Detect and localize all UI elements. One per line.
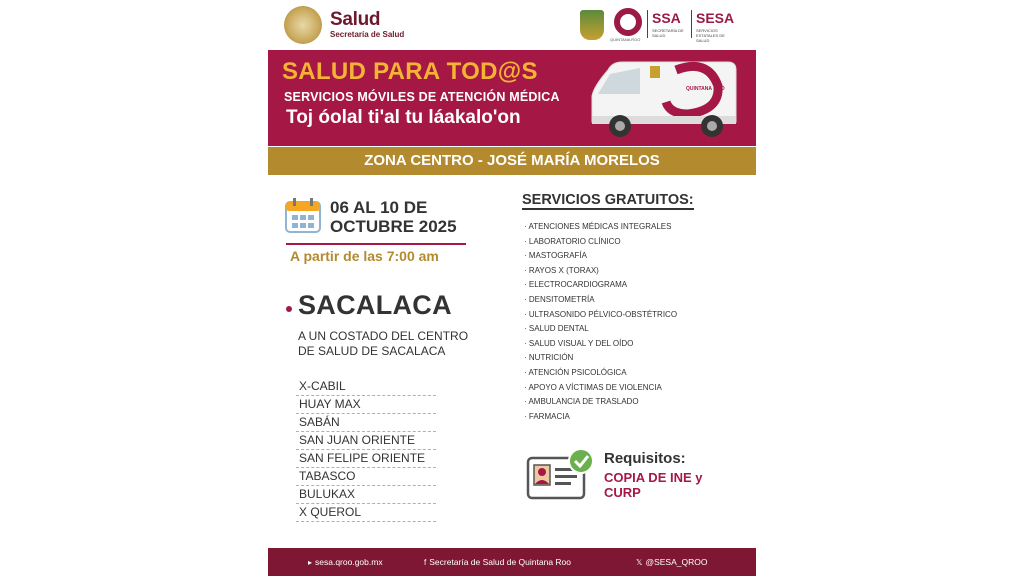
list-item: TABASCO [296, 468, 436, 486]
banner [268, 50, 756, 146]
banner-maya-phrase: Toj óolal ti'al tu láakalo'on [286, 107, 521, 128]
list-item: HUAY MAX [296, 396, 436, 414]
list-item: · ATENCIONES MÉDICAS INTEGRALES [524, 220, 677, 235]
list-item: X-CABIL [296, 378, 436, 396]
requirements-text: COPIA DE INE y CURP [604, 470, 703, 500]
website-text: sesa.qroo.gob.mx [315, 557, 383, 567]
list-item: X QUEROL [296, 504, 436, 522]
q-logo-subtitle: QUINTANA ROO [610, 37, 641, 42]
list-item: · SALUD VISUAL Y DEL OÍDO [524, 337, 677, 352]
sesa-logo: SESA [696, 10, 735, 26]
footer [268, 548, 756, 576]
calendar-icon [284, 196, 322, 234]
list-item: · RAYOS X (TORAX) [524, 264, 677, 279]
footer-website[interactable] [308, 557, 383, 567]
x-handle-text: @SESA_QROO [645, 557, 708, 567]
list-item: · MASTOGRAFÍA [524, 249, 677, 264]
requirements-title: Requisitos: [604, 450, 686, 467]
facebook-text: Secretaría de Salud de Quintana Roo [429, 557, 571, 567]
x-icon: 𝕏 [636, 558, 643, 567]
date-divider [286, 243, 466, 245]
list-item: · FARMACIA [524, 410, 677, 425]
list-item: SAN FELIPE ORIENTE [296, 450, 436, 468]
footer-facebook[interactable] [424, 557, 571, 567]
zone-bar: ZONA CENTRO - JOSÉ MARÍA MORELOS [268, 147, 756, 175]
banner-subtitle: SERVICIOS MÓVILES DE ATENCIÓN MÉDICA [284, 90, 560, 104]
list-item: · ATENCIÓN PSICOLÓGICA [524, 366, 677, 381]
ssa-subtitle: SECRETARÍA DE SALUD [652, 28, 684, 38]
header [268, 0, 756, 48]
list-item: SABÁN [296, 414, 436, 432]
location-description: A UN COSTADO DEL CENTRO DE SALUD DE SACALACA [298, 329, 469, 358]
pointer-icon: ▸ [308, 558, 313, 567]
mobile-clinic-van-icon [588, 56, 738, 142]
national-seal-icon [284, 6, 322, 44]
q-logo-icon [614, 8, 642, 36]
list-item: · DENSITOMETRÍA [524, 293, 677, 308]
services-list [524, 220, 677, 424]
date-line2: OCTUBRE 2025 [330, 217, 457, 236]
id-card-check-icon [526, 448, 596, 502]
facebook-icon: f [424, 558, 427, 567]
list-item: · SALUD DENTAL [524, 322, 677, 337]
list-item: · AMBULANCIA DE TRASLADO [524, 395, 677, 410]
poster [268, 0, 756, 576]
header-divider [691, 10, 692, 38]
date-line1: 06 AL 10 DE [330, 198, 428, 217]
salud-logo-title: Salud [330, 9, 381, 30]
list-item: · APOYO A VÍCTIMAS DE VIOLENCIA [524, 381, 677, 396]
ssa-logo: SSA [652, 10, 681, 26]
list-item: · LABORATORIO CLÍNICO [524, 235, 677, 250]
banner-title: SALUD PARA TOD@S [282, 58, 538, 85]
location-name: SACALACA [298, 290, 452, 320]
localities-list [296, 378, 436, 522]
header-divider [647, 10, 648, 38]
list-item: · NUTRICIÓN [524, 351, 677, 366]
services-title: SERVICIOS GRATUITOS: [522, 192, 694, 208]
list-item: SAN JUAN ORIENTE [296, 432, 436, 450]
event-date [330, 198, 457, 236]
event-time: A partir de las 7:00 am [290, 248, 439, 264]
quintana-roo-shield-icon [580, 10, 604, 40]
list-item: BULUKAX [296, 486, 436, 504]
list-item: · ELECTROCARDIOGRAMA [524, 278, 677, 293]
sesa-subtitle: SERVICIOS ESTATALES DE SALUD [696, 28, 725, 43]
van-label: QUINTANA ROO [686, 86, 725, 92]
list-item: · ULTRASONIDO PÉLVICO-OBSTÉTRICO [524, 308, 677, 323]
salud-logo-subtitle: Secretaría de Salud [330, 30, 405, 39]
bullet-dot [286, 306, 292, 312]
footer-x[interactable] [636, 557, 707, 567]
